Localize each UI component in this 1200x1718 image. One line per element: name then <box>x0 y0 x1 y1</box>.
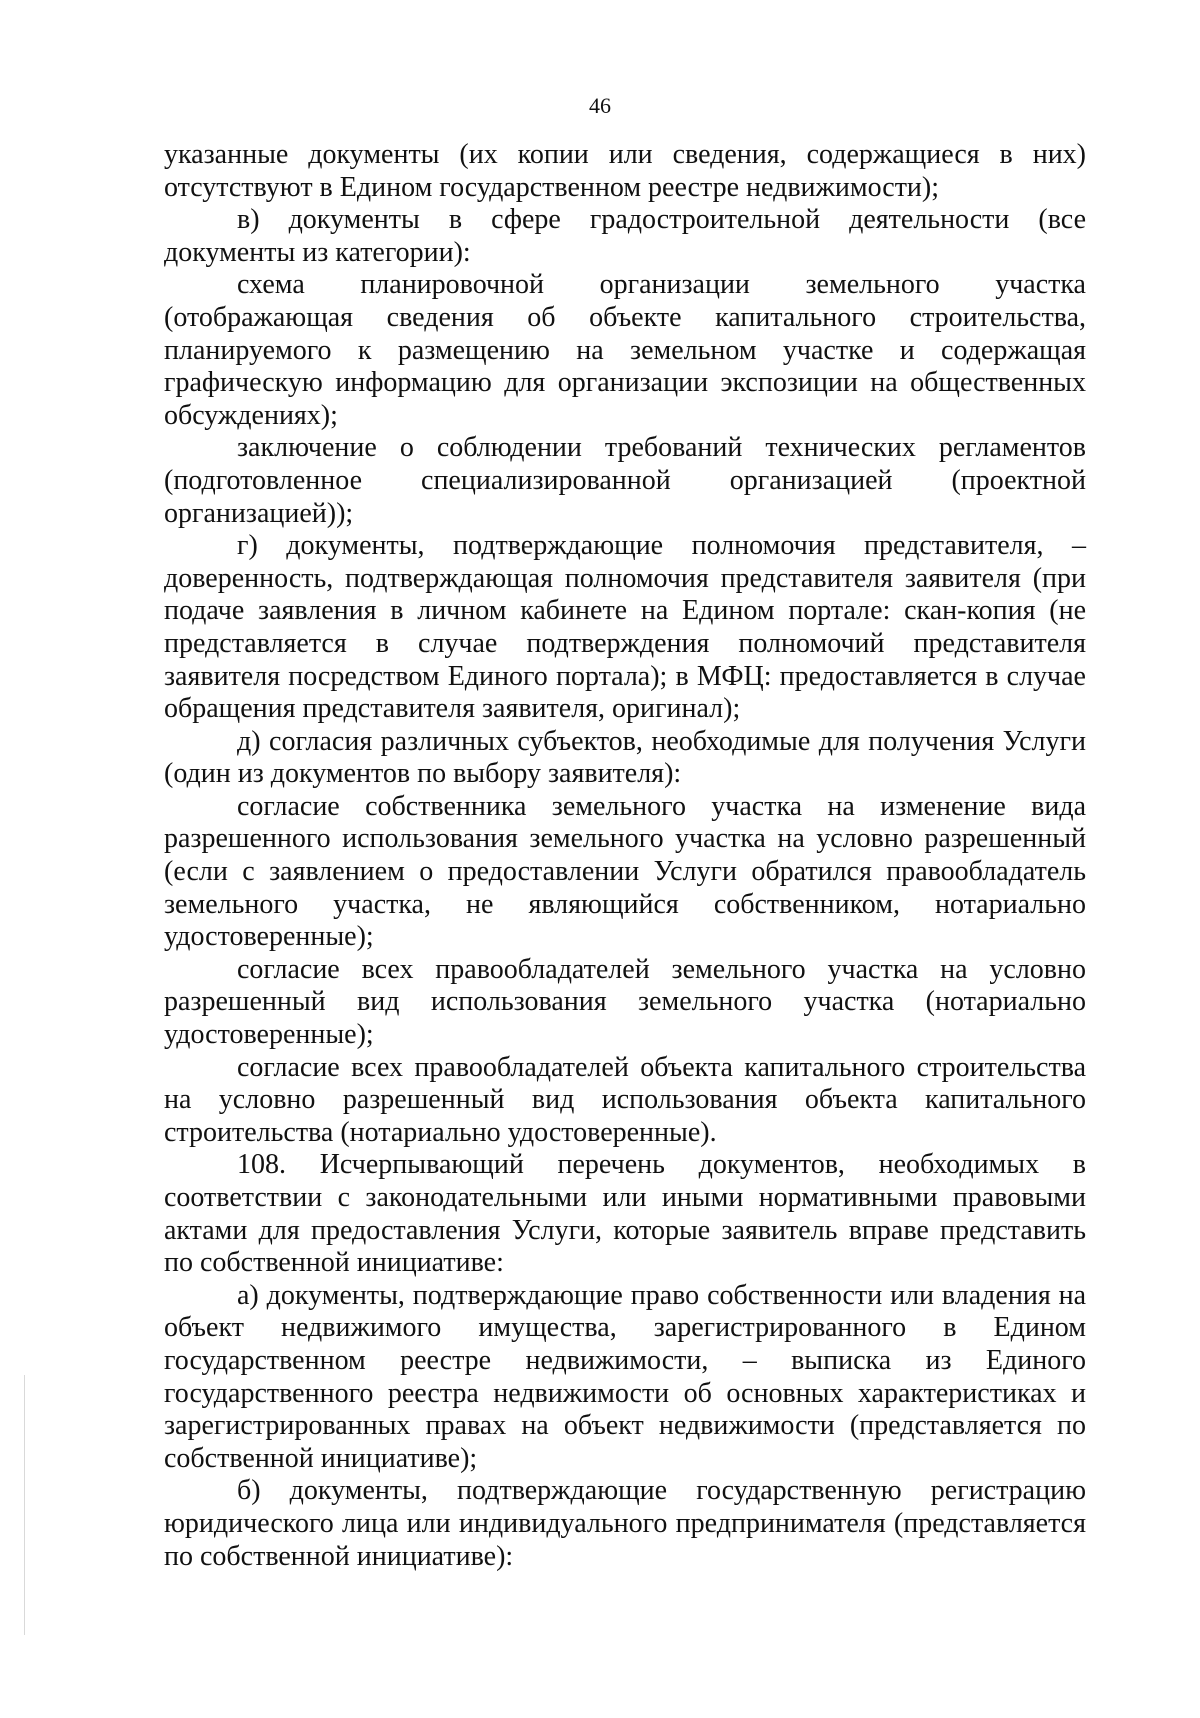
paragraph-item-a: а) документы, подтверждающие право собственности или владения на объект недвижимого имущества, зарегистрированного в Едином государственном реестре недвижимости, – выписка из Единого государственного реестра недвижимости об основных характеристиках и зарегистрированных правах на объект недвижимости (представляется по собственной инициативе); <box>164 1279 1086 1474</box>
paragraph-item-b: б) документы, подтверждающие государственную регистрацию юридического лица или индивидуального предпринимателя (представляется по собственной инициативе): <box>164 1475 1086 1572</box>
paragraph-item-v: в) документы в сфере градостроительной деятельности (все документы из категории): <box>164 204 1086 268</box>
scan-artifact-line <box>24 1375 25 1635</box>
page-number: 46 <box>589 93 611 118</box>
paragraph-scheme: схема планировочной организации земельного участка (отображающая сведения об объекте капитального строительства, планируемого к размещению на земельном участке и содержащая графическую информацию для организации экспозиции на общественных обсуждениях); <box>164 269 1086 431</box>
paragraph-conclusion: заключение о соблюдении требований технических регламентов (подготовленное специализированной организацией (проектной организацией)); <box>164 432 1086 529</box>
paragraph-land-holders-consent: согласие всех правообладателей земельного участка на условно разрешенный вид использования земельного участка (нотариально удостоверенные); <box>164 953 1086 1051</box>
paragraph-building-holders-consent: согласие всех правообладателей объекта капитального строительства на условно разрешенный вид использования объекта капитального строительства (нотариально удостоверенные). <box>164 1051 1086 1148</box>
paragraph-continuation: указанные документы (их копии или сведения, содержащиеся в них) отсутствуют в Едином государственном реестре недвижимости); <box>164 139 1086 203</box>
paragraph-item-g: г) документы, подтверждающие полномочия представителя, – доверенность, подтверждающая полномочия представителя заявителя (при подаче заявления в личном кабинете на Едином портале: скан-копия (не представляется в случае подтверждения полномочий представителя заявителя посредством Единого портала); в МФЦ: предоставляется в случае обращения представителя заявителя, оригинал); <box>164 530 1086 725</box>
paragraph-item-d: д) согласия различных субъектов, необходимые для получения Услуги (один из документов по выбору заявителя): <box>164 725 1086 790</box>
paragraph-owner-consent: согласие собственника земельного участка на изменение вида разрешенного использования земельного участка на условно разрешенный (если с заявлением о предоставлении Услуги обратился правообладатель земельного участка, не являющийся собственником, нотариально удостоверенные); <box>164 790 1086 953</box>
paragraph-108: 108. Исчерпывающий перечень документов, необходимых в соответствии с законодательными или иными нормативными правовыми актами для предоставления Услуги, которые заявитель вправе представить по собственной инициативе: <box>164 1149 1086 1279</box>
document-body <box>164 139 1086 1573</box>
